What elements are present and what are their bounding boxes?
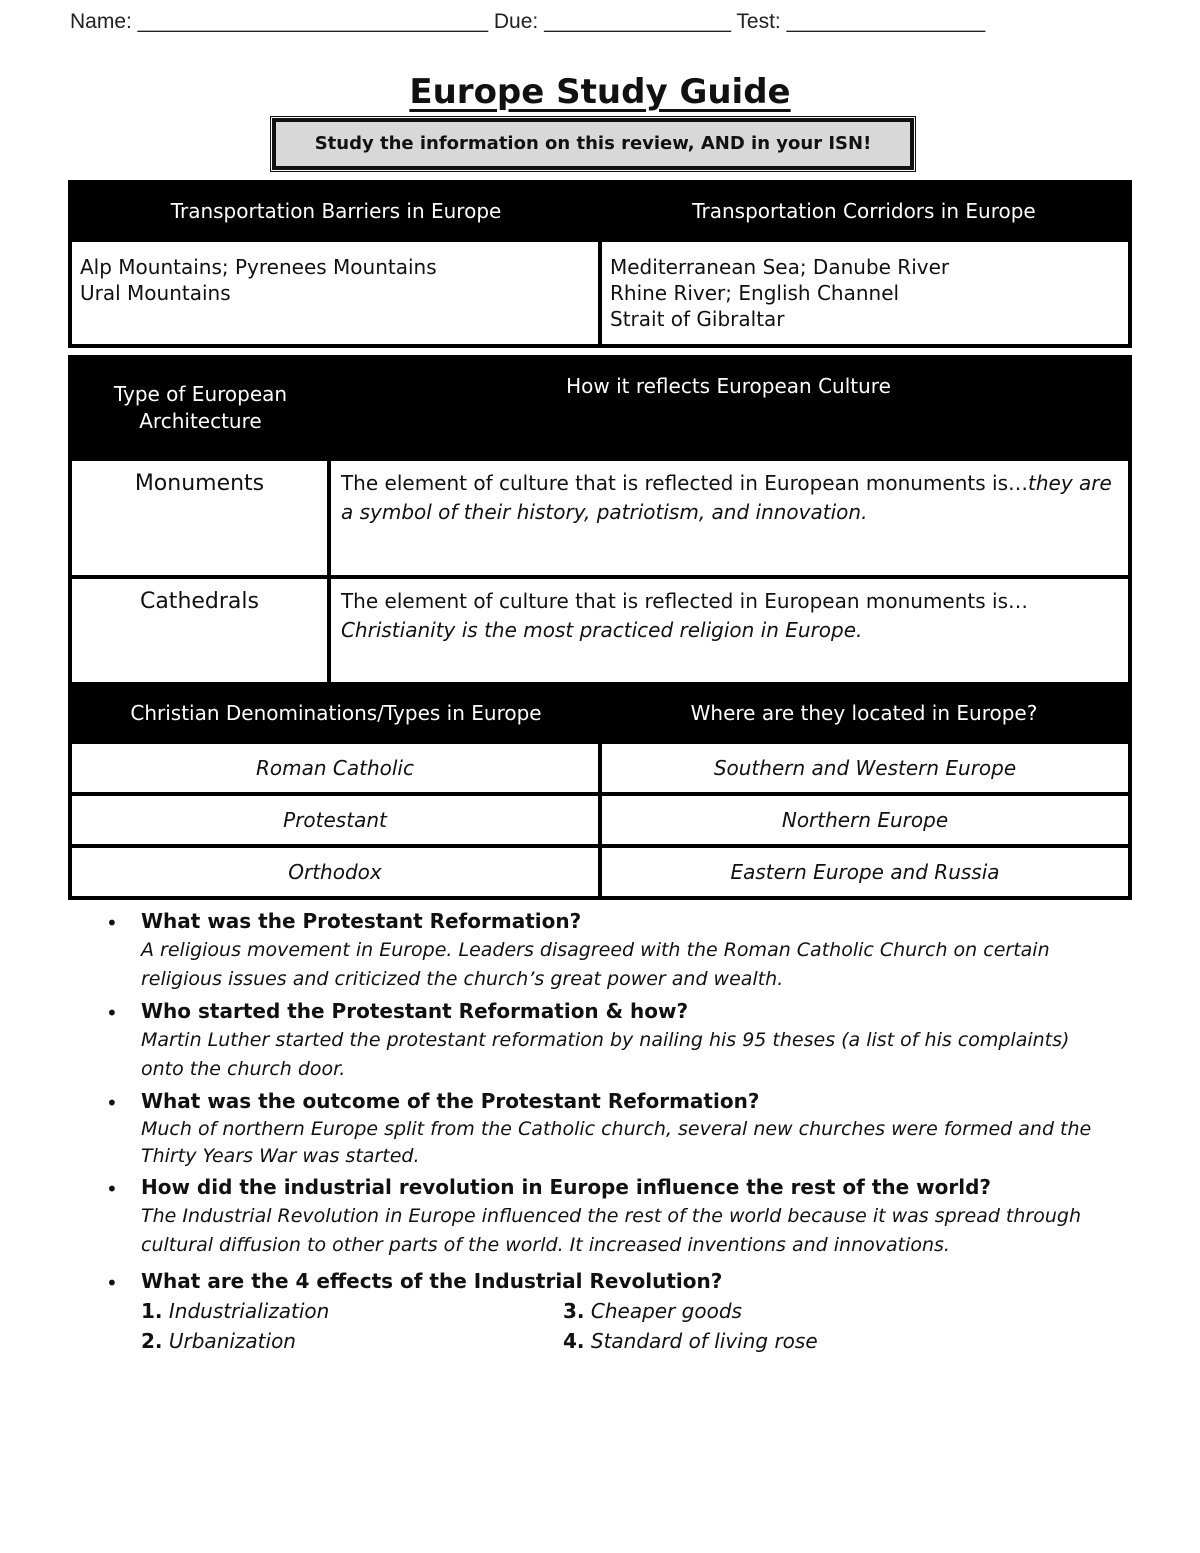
denomination-name: Orthodox — [70, 846, 600, 898]
denominations-table — [68, 682, 1132, 900]
barriers-header: Transportation Barriers in Europe — [70, 182, 600, 240]
list-item — [104, 1172, 1114, 1260]
bullet-icon: • — [106, 911, 118, 935]
barrier-line: Ural Mountains — [80, 281, 231, 305]
bullet-icon: • — [106, 1271, 118, 1295]
effect-number: 2. — [141, 1329, 163, 1353]
effect-text: Industrialization — [168, 1299, 330, 1323]
architecture-description — [329, 459, 1130, 577]
effect-item — [563, 1326, 983, 1356]
denomination-header: Christian Denominations/Types in Europe — [70, 684, 600, 742]
page-title: Europe Study Guide — [409, 72, 791, 112]
architecture-description — [329, 577, 1130, 695]
effect-number: 1. — [141, 1299, 163, 1323]
barrier-line: Alp Mountains; Pyrenees Mountains — [80, 255, 437, 279]
denomination-location: Northern Europe — [600, 794, 1130, 846]
description-answer: they are a symbol of their history, patriotism, and innovation. — [340, 471, 1112, 524]
list-item — [104, 996, 1114, 1084]
architecture-type: Monuments — [70, 459, 329, 577]
answer: A religious movement in Europe. Leaders disagreed with the Roman Catholic Church on certain religious issues and criticized the church’s great power and wealth. — [141, 939, 1050, 990]
denomination-location: Southern and Western Europe — [600, 742, 1130, 794]
effect-text: Urbanization — [168, 1329, 296, 1353]
table-row — [70, 794, 1130, 846]
table-row — [70, 577, 1130, 695]
description-answer: Christianity is the most practiced religion in Europe. — [340, 618, 863, 642]
corridors-header: Transportation Corridors in Europe — [600, 182, 1130, 240]
list-item — [104, 1266, 1114, 1356]
effect-number: 4. — [563, 1329, 585, 1353]
bullet-icon: • — [106, 1001, 118, 1025]
name-due-test-line: Name: ______________________________ Due: ________________ Test: _________________ — [70, 10, 986, 33]
answer: The Industrial Revolution in Europe influenced the rest of the world because it was spread through cultural diffusion to other parts of the world. It increased inventions and innovations. — [141, 1205, 1081, 1256]
denomination-name: Roman Catholic — [70, 742, 600, 794]
architecture-table — [68, 355, 1132, 697]
table-row — [70, 459, 1130, 577]
list-item — [104, 1086, 1114, 1170]
corridor-line: Rhine River; English Channel — [610, 281, 900, 305]
culture-header: How it reflects European Culture — [329, 357, 1130, 459]
bullet-icon: • — [106, 1177, 118, 1201]
effect-item — [141, 1326, 563, 1356]
description-prefix: The element of culture that is reflected in European monuments is… — [340, 471, 1029, 495]
question: How did the industrial revolution in Europe influence the rest of the world? — [141, 1175, 992, 1199]
question: What was the outcome of the Protestant Reformation? — [141, 1089, 760, 1113]
study-notice: Study the information on this review, AND in your ISN! — [272, 118, 914, 170]
table-row — [70, 846, 1130, 898]
description-prefix: The element of culture that is reflected in European monuments is… — [340, 589, 1029, 613]
question: What was the Protestant Reformation? — [141, 909, 582, 933]
effect-item — [563, 1296, 983, 1326]
question: Who started the Protestant Reformation & how? — [141, 999, 689, 1023]
corridor-line: Mediterranean Sea; Danube River — [610, 255, 950, 279]
bullet-icon: • — [106, 1091, 118, 1115]
list-item — [104, 906, 1114, 994]
location-header: Where are they located in Europe? — [600, 684, 1130, 742]
architecture-type-header: Type of European Architecture — [70, 357, 329, 459]
effect-text: Cheaper goods — [590, 1299, 742, 1323]
effect-item — [141, 1296, 563, 1326]
corridors-cell — [600, 240, 1130, 346]
answer: Martin Luther started the protestant reformation by nailing his 95 theses (a list of his complaints) onto the church door. — [141, 1029, 1070, 1080]
effects-list — [141, 1296, 1114, 1356]
table-row — [70, 742, 1130, 794]
corridor-line: Strait of Gibraltar — [610, 307, 785, 331]
denomination-name: Protestant — [70, 794, 600, 846]
transportation-table — [68, 180, 1132, 348]
answer: Much of northern Europe split from the Catholic church, several new churches were formed and the Thirty Years War was started. — [141, 1118, 1092, 1167]
question-list — [104, 906, 1114, 1358]
architecture-type: Cathedrals — [70, 577, 329, 695]
effect-number: 3. — [563, 1299, 585, 1323]
effect-text: Standard of living rose — [590, 1329, 818, 1353]
question: What are the 4 effects of the Industrial Revolution? — [141, 1269, 723, 1293]
barriers-cell — [70, 240, 600, 346]
denomination-location: Eastern Europe and Russia — [600, 846, 1130, 898]
